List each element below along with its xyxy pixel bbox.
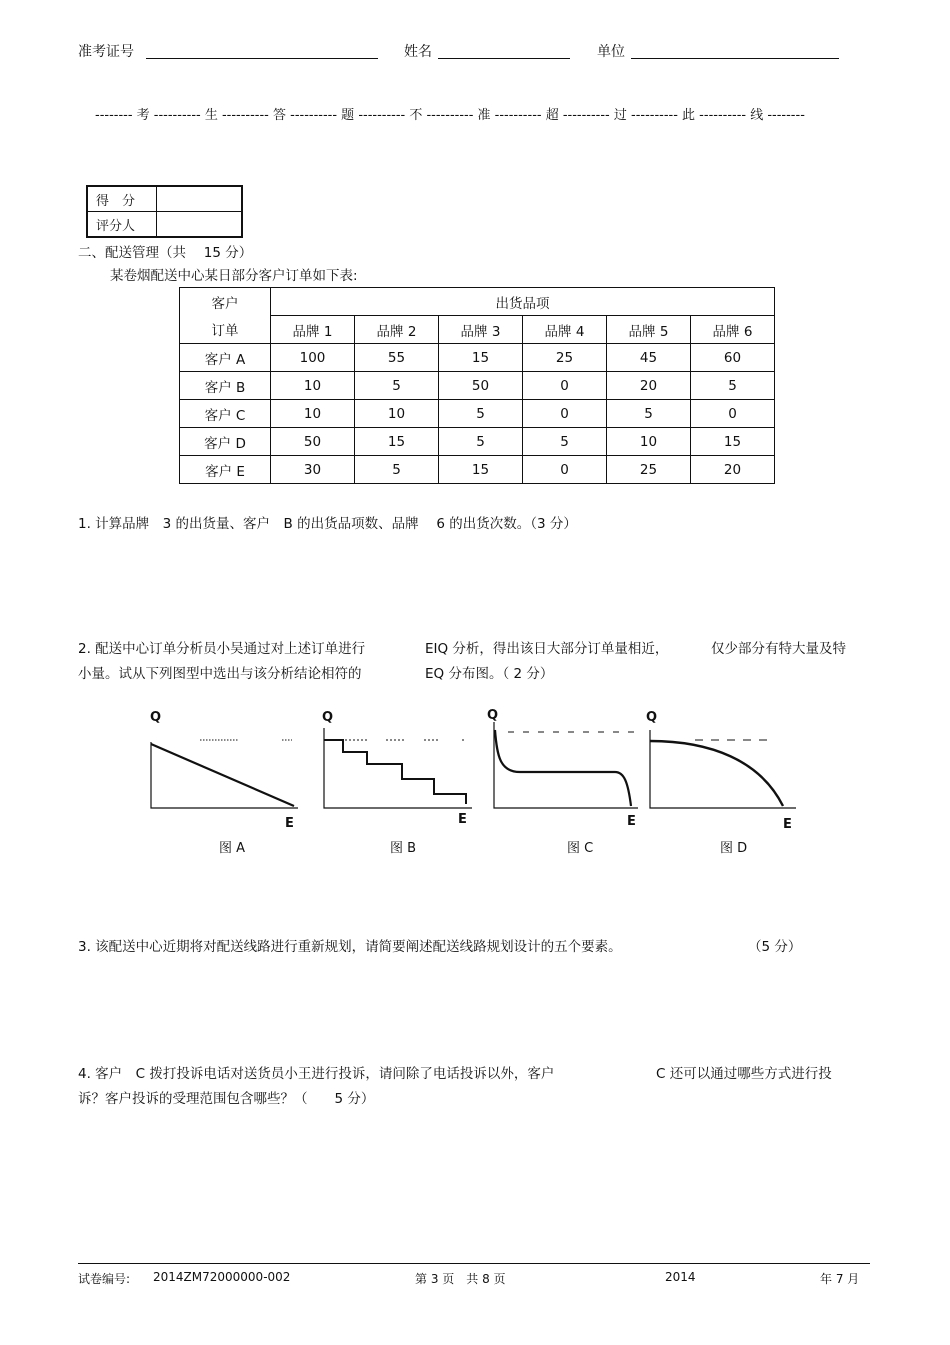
- value-cell: 30: [271, 456, 355, 484]
- footer-code-value: 2014ZM72000000-002: [153, 1270, 291, 1284]
- header-customer-bottom: 订单: [180, 316, 271, 344]
- fig-c-axis-e: E: [627, 814, 636, 829]
- value-cell: 5: [523, 428, 607, 456]
- customer-cell: 客户 D: [180, 428, 271, 456]
- value-cell: 100: [271, 344, 355, 372]
- question-4-line2: 诉？客户投诉的受理范围包含哪些？（ 5 分）: [78, 1091, 375, 1107]
- value-cell: 5: [691, 372, 775, 400]
- value-cell: 0: [691, 400, 775, 428]
- header-customer-top: 客户: [180, 288, 271, 316]
- value-cell: 15: [691, 428, 775, 456]
- question-2-line1-a: 2. 配送中心订单分析员小吴通过对上述订单进行: [78, 641, 366, 657]
- brand-header: 品牌 2: [355, 316, 439, 344]
- fig-c-axis-q: Q: [487, 708, 499, 723]
- brand-header: 品牌 4: [523, 316, 607, 344]
- seal-cut-line: -------- 考 ---------- 生 ---------- 答 ---------- 题 ---------- 不 ---------- 准 ---------- 超 ---------- 过 ---------- 此 ---------- 线 --------: [95, 108, 805, 123]
- customer-cell: 客户 E: [180, 456, 271, 484]
- fig-b-label: 图 B: [390, 841, 417, 856]
- fig-a-label: 图 A: [219, 841, 246, 856]
- fig-b-axis-e: E: [458, 812, 467, 827]
- value-cell: 0: [523, 400, 607, 428]
- value-cell: 5: [355, 372, 439, 400]
- question-2-line2-b: EQ 分布图。（ 2 分）: [425, 666, 554, 682]
- fig-c-curve: [495, 730, 631, 806]
- value-cell: 45: [607, 344, 691, 372]
- fig-d-axis-q: Q: [646, 710, 658, 725]
- value-cell: 20: [691, 456, 775, 484]
- question-3: 3. 该配送中心近期将对配送线路进行重新规划，请简要阐述配送线路规划设计的五个要素。: [78, 939, 622, 955]
- customer-cell: 客户 C: [180, 400, 271, 428]
- fig-a-axis-e: E: [285, 816, 294, 831]
- value-cell: 20: [607, 372, 691, 400]
- brand-header: 品牌 3: [439, 316, 523, 344]
- section-title: 二、配送管理（共 15 分）: [78, 245, 253, 261]
- value-cell: 60: [691, 344, 775, 372]
- value-cell: 15: [439, 456, 523, 484]
- fig-c-axes: [494, 722, 638, 808]
- question-4-line1-a: 4. 客户 C 拨打投诉电话对送货员小王进行投诉，请问除了电话投诉以外，客户: [78, 1066, 555, 1082]
- value-cell: 5: [439, 428, 523, 456]
- fig-d-curve: [650, 741, 783, 806]
- footer-code-label: 试卷编号:: [78, 1272, 131, 1286]
- fig-d-label: 图 D: [720, 841, 748, 856]
- value-cell: 50: [439, 372, 523, 400]
- fig-b-steps: [367, 752, 434, 794]
- fig-b-curve: [324, 740, 466, 804]
- exam-id-label: 准考证号: [78, 44, 134, 60]
- value-cell: 15: [355, 428, 439, 456]
- brand-header: 品牌 6: [691, 316, 775, 344]
- unit-label: 单位: [597, 44, 625, 60]
- value-cell: 10: [271, 372, 355, 400]
- footer-month: 年 7 月: [820, 1272, 860, 1286]
- value-cell: 25: [523, 344, 607, 372]
- value-cell: 5: [607, 400, 691, 428]
- question-3-score: （5 分）: [748, 939, 802, 955]
- value-cell: 10: [355, 400, 439, 428]
- fig-b-axis-q: Q: [322, 710, 334, 725]
- header-items: 出货品项: [271, 288, 775, 316]
- brand-header: 品牌 1: [271, 316, 355, 344]
- value-cell: 5: [439, 400, 523, 428]
- footer-rule: [78, 1263, 870, 1264]
- question-2-line1-b: EIQ 分析，得出该日大部分订单量相近，: [425, 641, 669, 657]
- value-cell: 0: [523, 456, 607, 484]
- question-1: 1. 计算品牌 3 的出货量、客户 B 的出货品项数、品牌 6 的出货次数。（3 分）: [78, 516, 577, 532]
- value-cell: 5: [355, 456, 439, 484]
- footer-page-info: 第 3 页 共 8 页: [415, 1272, 506, 1286]
- score-label: 得 分: [87, 186, 157, 212]
- name-label: 姓名: [404, 44, 432, 60]
- value-cell: 55: [355, 344, 439, 372]
- fig-d-axis-e: E: [783, 817, 792, 832]
- value-cell: 10: [271, 400, 355, 428]
- fig-a-curve: [151, 744, 294, 806]
- value-cell: 25: [607, 456, 691, 484]
- footer-year: 2014: [665, 1270, 696, 1284]
- customer-cell: 客户 B: [180, 372, 271, 400]
- grader-label: 评分人: [87, 212, 157, 238]
- fig-c-label: 图 C: [567, 841, 594, 856]
- value-cell: 15: [439, 344, 523, 372]
- question-4-line1-b: C 还可以通过哪些方式进行投: [656, 1066, 832, 1082]
- section-intro: 某卷烟配送中心某日部分客户订单如下表:: [110, 268, 358, 284]
- fig-a-axis-q: Q: [150, 710, 162, 725]
- question-2-line1-c: 仅少部分有特大量及特: [711, 641, 846, 657]
- question-2-line2-a: 小量。试从下列图型中选出与该分析结论相符的: [78, 666, 362, 682]
- customer-cell: 客户 A: [180, 344, 271, 372]
- value-cell: 50: [271, 428, 355, 456]
- brand-header: 品牌 5: [607, 316, 691, 344]
- value-cell: 0: [523, 372, 607, 400]
- value-cell: 10: [607, 428, 691, 456]
